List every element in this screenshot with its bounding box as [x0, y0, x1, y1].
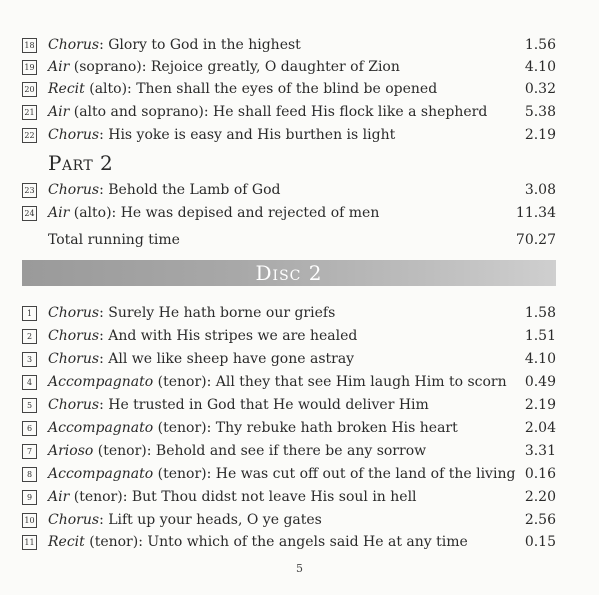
track-number: 18 [22, 38, 37, 53]
track-duration: 2.56 [524, 512, 556, 528]
track-row [22, 325, 556, 347]
track-description: : Surely He hath borne our griefs [99, 305, 336, 321]
track-title [48, 371, 516, 393]
track-duration: 1.51 [524, 328, 556, 344]
track-description: (tenor): Behold and see if there be any sorrow [93, 443, 427, 459]
total-running-time [48, 229, 556, 251]
track-title [48, 486, 516, 508]
track-duration: 1.56 [524, 37, 556, 53]
track-row [22, 509, 556, 531]
track-description: (alto): Then shall the eyes of the blind be opened [84, 81, 438, 97]
track-duration: 2.20 [524, 489, 556, 505]
track-duration: 2.04 [524, 420, 556, 436]
track-description: (alto and soprano): He shall feed His flock like a shepherd [69, 104, 488, 120]
track-description: : Lift up your heads, O ye gates [99, 512, 322, 528]
track-form: Recit [48, 81, 85, 97]
track-number: 20 [22, 82, 37, 97]
page-number: 5 [296, 562, 303, 575]
track-description: : His yoke is easy and His burthen is light [99, 127, 396, 143]
track-number: 8 [22, 467, 37, 482]
track-row [22, 124, 556, 146]
track-number: 7 [22, 444, 37, 459]
track-description: (tenor): Unto which of the angels said He at any time [84, 534, 468, 550]
track-form: Chorus [48, 37, 100, 53]
track-form: Air [48, 205, 70, 221]
track-number: 19 [22, 60, 37, 75]
track-description: : All we like sheep have gone astray [99, 351, 355, 367]
track-row [22, 56, 556, 78]
track-row [22, 371, 556, 393]
track-number: 6 [22, 421, 37, 436]
track-duration: 2.19 [524, 127, 556, 143]
track-number: 2 [22, 329, 37, 344]
track-row [22, 531, 556, 553]
track-duration: 3.31 [524, 443, 556, 459]
track-title [48, 509, 516, 531]
track-number: 4 [22, 375, 37, 390]
track-number: 24 [22, 206, 37, 221]
track-form: Chorus [48, 351, 100, 367]
track-title [48, 325, 516, 347]
track-duration: 5.38 [524, 104, 556, 120]
track-duration: 4.10 [524, 351, 556, 367]
track-row [22, 78, 556, 100]
track-row [22, 486, 556, 508]
track-title [48, 417, 516, 439]
track-duration: 2.19 [524, 397, 556, 413]
total-duration: 70.27 [515, 232, 556, 248]
track-number: 5 [22, 398, 37, 413]
track-row [22, 202, 556, 224]
track-number: 9 [22, 490, 37, 505]
track-duration: 1.58 [524, 305, 556, 321]
track-number: 10 [22, 513, 37, 528]
track-number: 1 [22, 306, 37, 321]
track-row [22, 302, 556, 324]
track-title [48, 78, 516, 100]
track-title [48, 202, 516, 224]
track-duration: 3.08 [524, 182, 556, 198]
track-form: Accompagnato [48, 374, 154, 390]
total-label: Total running time [48, 232, 180, 248]
track-title [48, 531, 516, 553]
track-description: : Glory to God in the highest [99, 37, 301, 53]
part-heading: Part 2 [48, 151, 114, 175]
track-number: 21 [22, 105, 37, 120]
track-form: Chorus [48, 305, 100, 321]
track-row [22, 463, 556, 485]
track-duration: 11.34 [515, 205, 556, 221]
track-description: : He trusted in God that He would deliver Him [99, 397, 429, 413]
track-number: 22 [22, 128, 37, 143]
track-form: Air [48, 489, 70, 505]
track-form: Chorus [48, 512, 100, 528]
track-description: : And with His stripes we are healed [99, 328, 358, 344]
track-title [48, 179, 516, 201]
track-number: 23 [22, 183, 37, 198]
track-title [48, 34, 516, 56]
track-form: Accompagnato [48, 466, 154, 482]
track-description: (tenor): All they that see Him laugh Him to scorn [153, 374, 507, 390]
track-row [22, 179, 556, 201]
track-row [22, 101, 556, 123]
track-title [48, 463, 516, 485]
track-form: Chorus [48, 182, 100, 198]
track-row [22, 348, 556, 370]
track-form: Air [48, 104, 70, 120]
track-description: (tenor): But Thou didst not leave His soul in hell [69, 489, 417, 505]
track-form: Chorus [48, 397, 100, 413]
track-title [48, 56, 516, 78]
track-description: (soprano): Rejoice greatly, O daughter of Zion [69, 59, 400, 75]
track-form: Chorus [48, 127, 100, 143]
track-number: 11 [22, 535, 37, 550]
track-number: 3 [22, 352, 37, 367]
track-duration: 0.16 [524, 466, 556, 482]
track-form: Accompagnato [48, 420, 154, 436]
track-row [22, 440, 556, 462]
track-row [22, 417, 556, 439]
track-row [22, 34, 556, 56]
track-title [48, 124, 516, 146]
track-row [22, 394, 556, 416]
track-form: Recit [48, 534, 85, 550]
track-title [48, 394, 516, 416]
track-duration: 0.49 [524, 374, 556, 390]
track-duration: 0.32 [524, 81, 556, 97]
track-duration: 0.15 [524, 534, 556, 550]
track-description: : Behold the Lamb of God [99, 182, 281, 198]
track-title [48, 302, 516, 324]
track-title [48, 348, 516, 370]
track-description: (tenor): He was cut off out of the land of the living [153, 466, 516, 482]
track-title [48, 101, 516, 123]
track-form: Arioso [48, 443, 94, 459]
track-duration: 4.10 [524, 59, 556, 75]
track-title [48, 440, 516, 462]
track-form: Chorus [48, 328, 100, 344]
track-description: (tenor): Thy rebuke hath broken His heart [153, 420, 458, 436]
track-description: (alto): He was depised and rejected of men [69, 205, 380, 221]
disc-heading-banner: Disc 2 [22, 260, 556, 286]
track-form: Air [48, 59, 70, 75]
